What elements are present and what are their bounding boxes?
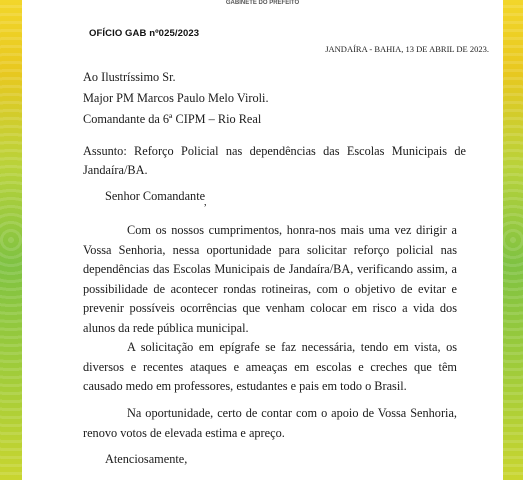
body-paragraph-3 [83, 404, 457, 443]
recipient-block [83, 67, 269, 130]
body-paragraph-2 [83, 338, 457, 397]
recipient-line-1: Ao Ilustríssimo Sr. [83, 70, 176, 84]
document-page [22, 0, 503, 480]
decorative-border-right [503, 0, 523, 480]
subject-line: Assunto: Reforço Policial nas dependências das Escolas Municipais de Jandaíra/BA. [83, 144, 466, 177]
body-paragraph-1-text: Com os nossos cumprimentos, honra-nos mais uma vez dirigir a Vossa Senhoria, nessa oportunidade para solicitar reforço policial nas dependências das Escolas Municipais de Jandaíra/BA, verificando assim, a possibilidade de acontecer rondas rotineiras, com o objetivo de evitar e prevenir possíveis ocorrências que venham colocar em risco a vida dos alunos da rede pública municipal. [83, 223, 457, 335]
office-number: OFÍCIO GAB nº025/2023 [89, 28, 200, 39]
decorative-border-left [0, 0, 22, 480]
body-paragraph-1 [83, 221, 457, 339]
salutation-mark: , [204, 197, 207, 208]
closing: Atenciosamente, [105, 452, 188, 466]
recipient-line-3: Comandante da 6ª CIPM – Rio Real [83, 112, 262, 126]
body-paragraph-3-text: Na oportunidade, certo de contar com o apoio de Vossa Senhoria, renovo votos de elevada estima e apreço. [83, 406, 457, 440]
header-top-text: GABINETE DO PREFEITO [225, 0, 300, 4]
recipient-line-2: Major PM Marcos Paulo Melo Viroli. [83, 91, 269, 105]
dateline: JANDAÍRA - BAHIA, 13 DE ABRIL DE 2023. [325, 44, 489, 54]
salutation: Senhor Comandante [105, 189, 206, 203]
body-paragraph-2-text: A solicitação em epígrafe se faz necessária, tendo em vista, os diversos e recentes ataques e ameaças em escolas e creches que têm causado medo em professores, estudantes e pais em todo o Brasil. [83, 340, 457, 394]
